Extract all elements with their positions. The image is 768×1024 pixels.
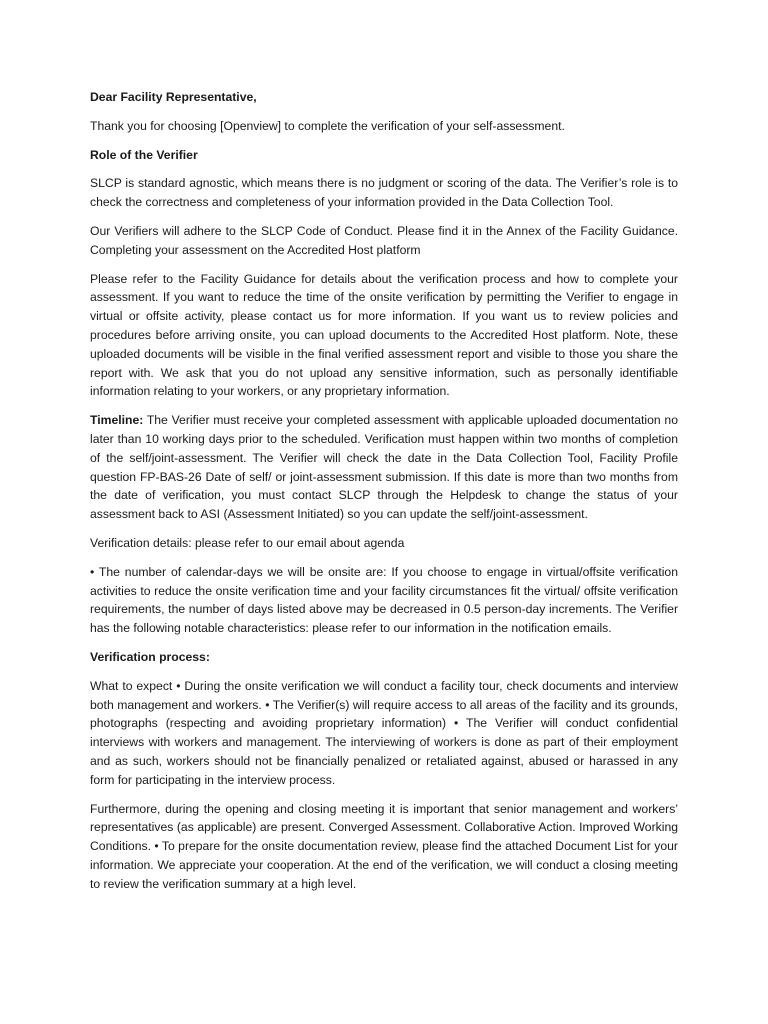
- intro-paragraph: Thank you for choosing [Openview] to complete the verification of your self-assessment.: [90, 118, 565, 133]
- timeline-text: The Verifier must receive your completed assessment with applicable uploaded documentation no later than 10 working days prior to the scheduled. Verification must happen within two months of completion of the self/joint-assessment. The Verifier will check the date in the Data Collection Tool, Facility Profile question FP-BAS-26 Date of self/ or joint-assessment submission. If this date is more than two months from the date of verification, you must contact SLCP through the Helpdesk to change the status of your assessment back to ASI (Assessment Initiated) so you can update the self/joint-assessment.: [90, 413, 678, 522]
- timeline-paragraph: [90, 411, 678, 524]
- role-paragraph: SLCP is standard agnostic, which means there is no judgment or scoring of the data. The Verifier’s role is to check the correctness and completeness of your information provided in the Data Collection Tool.: [90, 176, 678, 210]
- guidance-paragraph: Please refer to the Facility Guidance for details about the verification process and how to complete your assessment. If you want to reduce the time of the onsite verification by permitting the Verifier to engage in virtual or offsite activity, please contact us for more information. If you want us to review policies and procedures before arriving onsite, you can upload documents to the Accredited Host platform. Note, these uploaded documents will be visible in the final verified assessment report and visible to those you share the report with. We ask that you do not upload any sensitive information, such as personally identifiable information relating to your workers, or any proprietary information.: [90, 271, 678, 399]
- process-heading: Verification process:: [90, 649, 210, 664]
- salutation: Dear Facility Representative,: [90, 90, 257, 104]
- code-of-conduct-paragraph: Our Verifiers will adhere to the SLCP Code of Conduct. Please find it in the Annex of the Facility Guidance. Completing your assessment on the Accredited Host platform: [90, 223, 678, 257]
- verification-details-paragraph: Verification details: please refer to our email about agenda: [90, 535, 405, 550]
- timeline-label: Timeline:: [90, 413, 144, 428]
- what-to-expect-paragraph: What to expect • During the onsite verification we will conduct a facility tour, check documents and interview both management and workers. • The Verifier(s) will require access to all areas of the facility and its grounds, photographs (respecting and avoiding proprietary information) • The Verifier will conduct confidential interviews with workers and management. The interviewing of workers is done as part of their employment and as such, workers should not be financially penalized or retaliated against, abused or harassed in any form for participating in the interview process.: [90, 678, 678, 787]
- meeting-paragraph: Furthermore, during the opening and closing meeting it is important that senior management and workers’ representatives (as applicable) are present. Converged Assessment. Collaborative Action. Improved Working Conditions. • To prepare for the onsite documentation review, please find the attached Document List for your information. We appreciate your cooperation. At the end of the verification, we will conduct a closing meeting to review the verification summary at a high level.: [90, 801, 678, 891]
- role-heading: Role of the Verifier: [90, 147, 198, 162]
- letter-document: [90, 88, 678, 903]
- calendar-days-paragraph: • The number of calendar-days we will be onsite are: If you choose to engage in virtual/offsite verification activities to reduce the onsite verification time and your facility circumstances fit the virtual/ offsite verification requirements, the number of days listed above may be decreased in 0.5 person-day increments. The Verifier has the following notable characteristics: please refer to our information in the notification emails.: [90, 564, 678, 636]
